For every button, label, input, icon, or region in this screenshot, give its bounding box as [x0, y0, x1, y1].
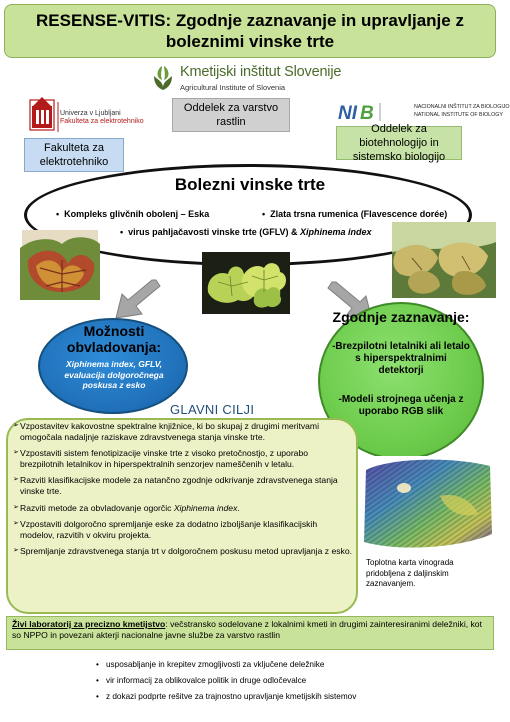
disease-item-esca: • Kompleks glivčnih obolenj – Eska — [56, 209, 210, 219]
grapevine-leaf-photo-left — [22, 230, 98, 298]
outcome-item — [96, 689, 356, 705]
arrowhead-bullet-icon: ➢ — [13, 449, 19, 457]
goal-item — [14, 475, 352, 496]
goal-text: Razviti metode za obvladovanje ogorčic — [20, 502, 174, 513]
grapevine-leaf-photo-right — [392, 222, 496, 298]
kis-name: Kmetijski inštitut Slovenije — [180, 64, 342, 80]
goal-item — [14, 448, 352, 469]
goal-item — [14, 519, 352, 540]
goal-text: Vzpostavitev kakovostne spektralne knjižnice, ki bo skupaj z drugimi meritvami omogočala nadaljnje raziskave zdravstvenega stanja vinske trte. — [20, 421, 319, 442]
arrowhead-bullet-icon: ➢ — [13, 520, 19, 528]
dept-fe-label: Fakulteta za elektrotehniko — [39, 142, 109, 168]
title-text: RESENSE-VITIS: Zgodnje zaznavanje in upravljanje z boleznimi vinske trte — [36, 11, 464, 51]
outcome-item — [96, 673, 356, 689]
disease-2-label: Zlata trsna rumenica (Flavescence dorée) — [270, 209, 448, 219]
grapevine-leaf-photo-center — [202, 252, 290, 314]
kis-subtitle: Agricultural Institute of Slovenia — [180, 83, 286, 92]
nib-name-si: NACIONALNI INŠTITUT ZA BIOLOGIJO — [414, 104, 510, 110]
dept-plant-protection — [172, 98, 290, 132]
university-name: Univerza v Ljubljani — [60, 110, 121, 117]
arrowhead-bullet-icon: ➢ — [13, 476, 19, 484]
main-goals-list — [14, 421, 352, 563]
living-lab-description: : večstransko sodelovane z lokalnimi kmeti in drugimi zainteresiranimi deležniki, kot so NPPO in povezani akterji nacionalne javne službe za varstvo rastlin — [12, 619, 482, 640]
disease-item-gflv: • virus pahljačavosti vinske trte (GFLV) & Xiphinema index — [120, 227, 372, 237]
dot-bullet-icon: • — [96, 692, 99, 701]
goal-item — [14, 421, 352, 442]
living-lab-text — [12, 619, 490, 641]
goal-item — [14, 503, 352, 514]
early-detection-bullet-drones: -Brezpilotni letalniki ali letalo s hiperspektralnimi detektorji — [332, 341, 470, 376]
outcome-text: z dokazi podprte rešitve za trajnostno upravljanje kmetijskih sistemov — [106, 692, 357, 701]
diseases-title: Bolezni vinske trte — [174, 175, 326, 194]
svg-text:NI: NI — [338, 103, 357, 124]
control-options-title: Možnosti obvladovanja: — [66, 323, 162, 355]
disease-1-label: Kompleks glivčnih obolenj – Eska — [64, 209, 210, 219]
dot-bullet-icon: • — [96, 676, 99, 685]
faculty-name: Fakulteta za elektrotehniko — [60, 118, 144, 125]
dept-kis-label: Oddelek za varstvo rastlin — [183, 102, 279, 128]
outcome-item — [96, 657, 356, 673]
nib-name-en: NATIONAL INSTITUTE OF BIOLOGY — [414, 112, 503, 118]
goal-text: Vzpostaviti sistem fenotipizacije vinske trte z visoko pretočnostjo, z uporabo brezpilotnih letalnikov in hiperspektralnih senzorjev nameščenih v letalu. — [20, 448, 309, 469]
disease-item-flavescence: • Zlata trsna rumenica (Flavescence dorée) — [262, 209, 448, 219]
disease-3-label: virus pahljačavosti vinske trte (GFLV) & — [128, 227, 301, 237]
vineyard-heatmap-image — [360, 456, 496, 552]
disease-3-italic: Xiphinema index — [300, 227, 372, 237]
goal-text-italic: Xiphinema index — [173, 502, 238, 513]
outcomes-list — [96, 657, 356, 705]
goal-text: Spremljanje zdravstvenega stanja trt v dolgoročnem poskusu metod upravljanja z esko. — [20, 546, 352, 557]
arrowhead-bullet-icon: ➢ — [13, 547, 19, 555]
dot-bullet-icon: • — [96, 660, 99, 669]
svg-text:B: B — [360, 103, 374, 124]
heatmap-caption: Toplotna karta vinograda pridobljena z daljinskim zaznavanjem. — [366, 558, 454, 588]
goal-text: Razviti klasifikacijske modele za natančno zgodnje odkrivanje zdravstvenega stanja vinske trte. — [20, 475, 338, 496]
outcome-text: vir informacij za oblikovalce politik in druge odločevalce — [106, 676, 307, 685]
poster-title — [4, 4, 496, 58]
arrow-down-left-icon — [112, 276, 162, 322]
living-lab-title: Živi laboratorij za precizno kmetijstvo — [12, 619, 166, 629]
goal-text: Vzpostaviti dolgoročno spremljanje eske za dodatno izboljšanje klasifikacijskih modelov, razvitih v okviru projekta. — [20, 519, 318, 540]
goal-item — [14, 546, 352, 557]
early-detection-bullet-ml: -Modeli strojnega učenja z uporabo RGB slik — [338, 394, 464, 417]
outcome-text: usposabljanje in krepitev zmogljivosti za vključene deležnike — [106, 660, 325, 669]
control-options-body: Xiphinema index, GFLV, evaluacija dolgoročnega poskusa z esko — [64, 359, 164, 390]
main-goals-heading: GLAVNI CILJI — [170, 402, 255, 417]
dept-nib-label: Oddelek za biotehnologijo in sistemsko biologijo — [352, 123, 446, 163]
dept-biotechnology — [336, 123, 462, 163]
arrowhead-bullet-icon: ➢ — [13, 503, 19, 511]
arrowhead-bullet-icon: ➢ — [13, 422, 19, 429]
early-detection-title: Zgodnje zaznavanje: — [332, 309, 470, 325]
dept-faculty-electrical — [24, 138, 124, 172]
goal-text-suffix: . — [237, 502, 240, 513]
